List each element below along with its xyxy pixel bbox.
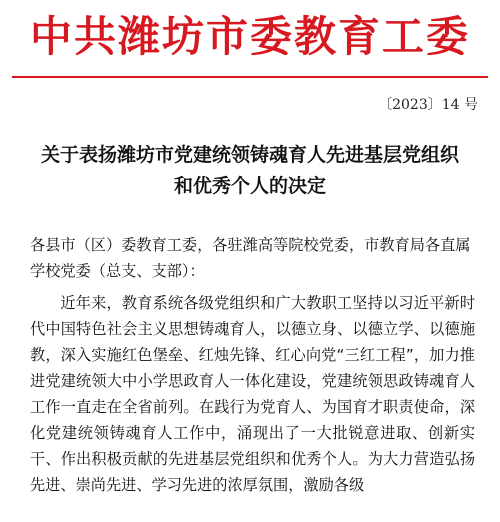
body-paragraph: 近年来，教育系统各级党组织和广大教职工坚持以习近平新时代中国特色社会主义思想铸魂育人，以德立身、以德立学、以德施教，深入实施红色堡垒、红烛先锋、红心向党“三红工程”，加力推进党建统领大中小学思政育人一体化建设，党建统领思政铸魂育人工作一直走在全省前列。在践行为党育人、为国育才职责使命，深化党建统领铸魂育人工作中，涌现出了一大批锐意进取、创新实干、作出积极贡献的先进基层党组织和优秀个人。为大力营造弘扬先进、崇尚先进、学习先进的浓厚氛围，激励各级: [30, 294, 475, 494]
document-title-line-1: 关于表扬潍坊市党建统领铸魂育人先进基层党组织: [40, 144, 459, 166]
salutation: 各县市（区）委教育工委，各驻潍高等院校党委，市教育局各直属学校党委（总支、支部）：: [30, 236, 471, 280]
document-number: 〔2023〕14 号: [378, 97, 478, 113]
issuing-organization-header: 中共潍坊市委教育工委: [29, 12, 470, 61]
red-header-rule: [12, 76, 488, 78]
document-title-line-2: 和优秀个人的决定: [173, 175, 326, 197]
document-title: [24, 140, 476, 202]
